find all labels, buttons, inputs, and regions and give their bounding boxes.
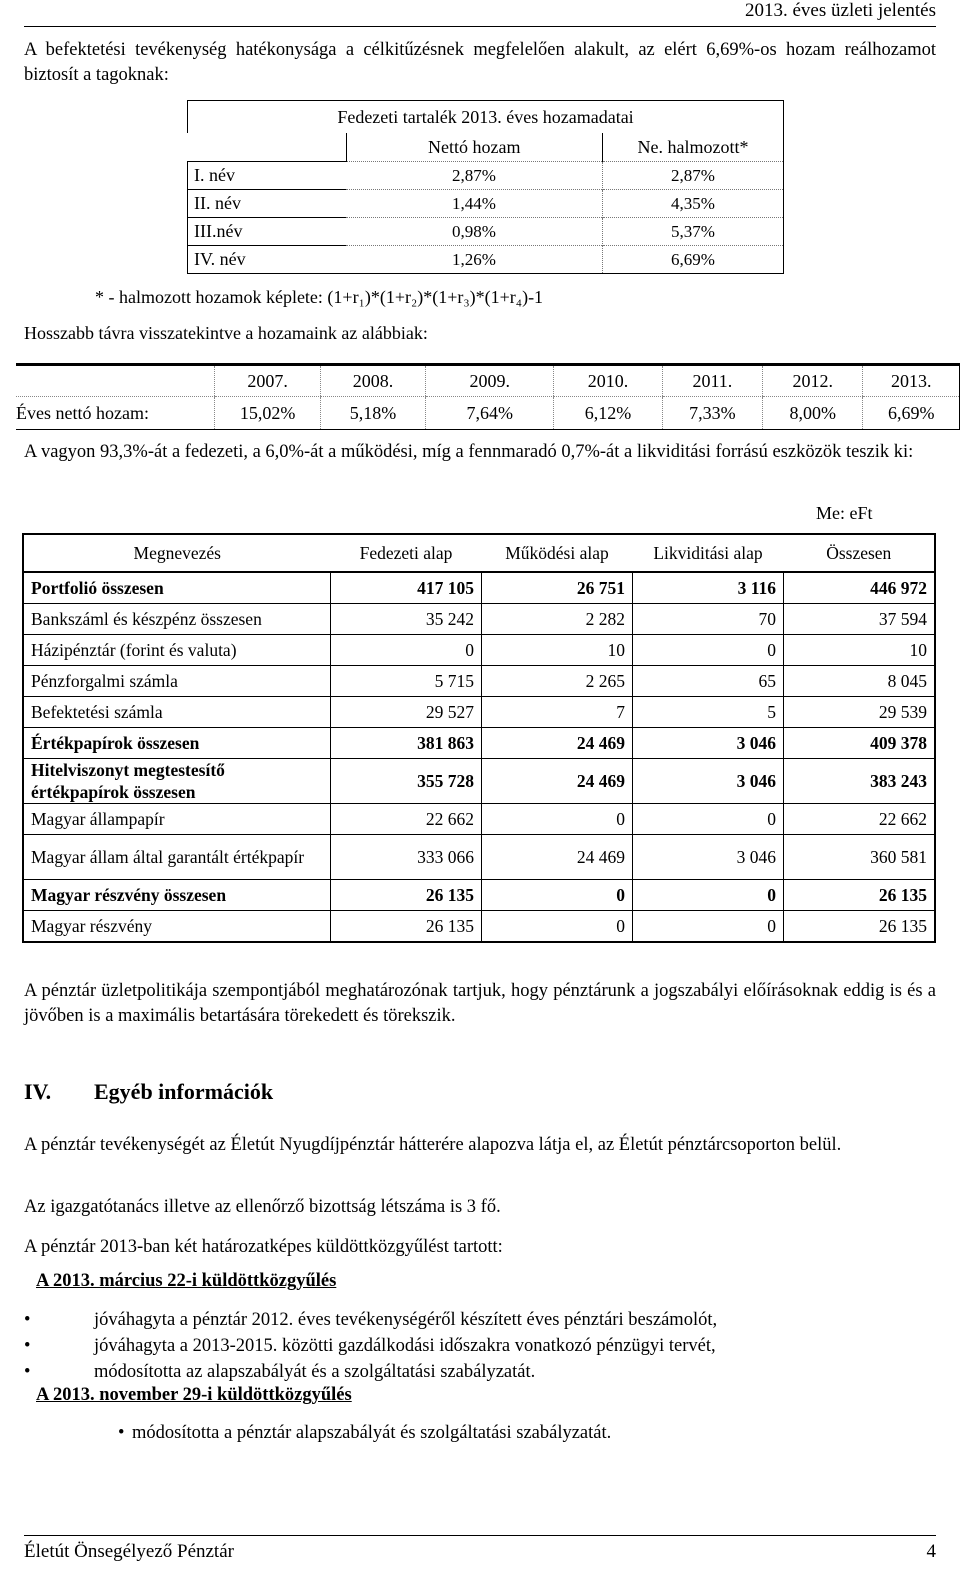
cell: 26 135 [784, 911, 936, 943]
row-name: Pénzforgalmi számla [23, 666, 331, 697]
page-number: 4 [926, 1541, 936, 1562]
cell: 0 [633, 804, 784, 835]
row-name: Magyar állam által garantált értékpapír [23, 835, 331, 880]
reserve-col-cum: Ne. halmozott* [603, 133, 784, 162]
cell: 0 [633, 911, 784, 943]
cell: 0 [633, 635, 784, 666]
cell: 26 751 [482, 572, 633, 604]
cell: 8 045 [784, 666, 936, 697]
assets-header: Megnevezés [23, 534, 331, 572]
reserve-row-cum: 5,37% [603, 218, 784, 246]
cell: 65 [633, 666, 784, 697]
bullet-icon: • [118, 1423, 125, 1443]
cell: 10 [482, 635, 633, 666]
list-item: módosította az alapszabályát és a szolgáltatási szabályzatát. [94, 1362, 536, 1382]
row-name: Magyar részvény összesen [23, 880, 331, 911]
bullet-icon: • [24, 1362, 31, 1382]
cell: 3 046 [633, 728, 784, 759]
table-row [23, 759, 935, 804]
list-item: jóváhagyta a 2013-2015. közötti gazdálkodási időszakra vonatkozó pénzügyi tervét, [94, 1336, 716, 1356]
reserve-row-net: 1,44% [346, 190, 603, 218]
table-row [23, 572, 935, 604]
list-item: jóváhagyta a pénztár 2012. éves tevékenységéről készített éves pénztári beszámolót, [94, 1310, 718, 1330]
row-name: Házipénztár (forint és valuta) [23, 635, 331, 666]
cell: 24 469 [482, 835, 633, 880]
table-row [23, 728, 935, 759]
section-title: Egyéb információk [94, 1079, 274, 1104]
cell: 24 469 [482, 759, 633, 804]
cell: 381 863 [331, 728, 482, 759]
cell: 29 527 [331, 697, 482, 728]
cell: 360 581 [784, 835, 936, 880]
cell: 37 594 [784, 604, 936, 635]
reserve-row [188, 190, 784, 218]
yearly-net-value: 15,02% [215, 397, 320, 430]
year-label: 2012. [763, 365, 863, 397]
cell: 2 265 [482, 666, 633, 697]
reserve-row-name: IV. név [188, 246, 347, 274]
reserve-row [188, 246, 784, 274]
cell: 446 972 [784, 572, 936, 604]
cell: 29 539 [784, 697, 936, 728]
intro-paragraph: A befektetési tevékenység hatékonysága a célkitűzésnek megfelelően alakult, az elért 6,69%-os hozam reálhozamot biztosít a tagoknak: [24, 40, 936, 85]
reserve-col-net: Nettó hozam [346, 133, 603, 162]
year-label: 2011. [662, 365, 762, 397]
cell: 3 046 [633, 759, 784, 804]
reserve-row-cum: 2,87% [603, 162, 784, 190]
cell: 26 135 [784, 880, 936, 911]
reserve-returns-table [187, 100, 784, 274]
table-row [23, 635, 935, 666]
reserve-row-net: 1,26% [346, 246, 603, 274]
year-label: 2007. [215, 365, 320, 397]
row-name: Bankszáml és készpénz összesen [23, 604, 331, 635]
section-number: IV. [24, 1079, 52, 1104]
assets-table [22, 533, 936, 943]
reserve-row-cum: 6,69% [603, 246, 784, 274]
assets-header: Fedezeti alap [331, 534, 482, 572]
reserve-row-name: III.név [188, 218, 347, 246]
reserve-row [188, 218, 784, 246]
cell: 22 662 [784, 804, 936, 835]
table-row [23, 911, 935, 943]
row-name: Magyar állampapír [23, 804, 331, 835]
cell: 26 135 [331, 911, 482, 943]
info-paragraph-1: A pénztár tevékenységét az Életút Nyugdíjpénztár hátterére alapozva látja el, az Életút pénztárcsoporton belül. [24, 1135, 842, 1155]
reserve-row [188, 162, 784, 190]
bullet-icon: • [24, 1310, 31, 1330]
yearly-net-value: 6,69% [863, 397, 960, 430]
policy-paragraph: A pénztár üzletpolitikája szempontjából meghatározónak tartjuk, hogy pénztárunk a jogszabályi előírásoknak eddig is és a jövőben is a maximális betartására törekedett és törekszik. [24, 981, 936, 1026]
row-name: Magyar részvény [23, 911, 331, 943]
reserve-row-name: II. név [188, 190, 347, 218]
row-name: Hitelviszonyt megtestesítő értékpapírok összesen [23, 759, 331, 804]
cell: 3 046 [633, 835, 784, 880]
bullet-icon: • [24, 1336, 31, 1356]
assets-header: Likviditási alap [633, 534, 784, 572]
year-label: 2008. [320, 365, 425, 397]
table-row [23, 880, 935, 911]
assets-header: Működési alap [482, 534, 633, 572]
long-term-intro: Hosszabb távra visszatekintve a hozamaink az alábbiak: [24, 323, 428, 343]
cell: 70 [633, 604, 784, 635]
cell: 0 [331, 635, 482, 666]
cell: 0 [482, 911, 633, 943]
cell: 5 715 [331, 666, 482, 697]
cell: 26 135 [331, 880, 482, 911]
cell: 2 282 [482, 604, 633, 635]
reserve-table-title: Fedezeti tartalék 2013. éves hozamadatai [188, 101, 784, 134]
cell: 409 378 [784, 728, 936, 759]
unit-label: Me: eFt [816, 503, 873, 523]
table-row [23, 666, 935, 697]
reserve-row-cum: 4,35% [603, 190, 784, 218]
cell: 0 [482, 804, 633, 835]
table-row [23, 604, 935, 635]
reserve-row-net: 2,87% [346, 162, 603, 190]
list-item: módosította a pénztár alapszabályát és szolgáltatási szabályzatát. [132, 1423, 612, 1443]
footer-rule [24, 1535, 936, 1536]
cell: 22 662 [331, 804, 482, 835]
assets-intro: A vagyon 93,3%-át a fedezeti, a 6,0%-át a működési, míg a fennmaradó 0,7%-át a likviditási forrású eszközök teszik ki: [24, 442, 914, 462]
formula-note: * - halmozott hozamok képlete: (1+r₁)*(1+r₂)*(1+r₃)*(1+r₄)-1 [95, 287, 544, 307]
year-label: 2009. [426, 365, 554, 397]
row-name: Befektetési számla [23, 697, 331, 728]
info-paragraph-2: Az igazgatótanács illetve az ellenőrző bizottság létszáma is 3 fő. [24, 1197, 501, 1217]
cell: 35 242 [331, 604, 482, 635]
yearly-net-value: 8,00% [763, 397, 863, 430]
reserve-row-net: 0,98% [346, 218, 603, 246]
cell: 417 105 [331, 572, 482, 604]
yearly-net-label: Éves nettó hozam: [16, 397, 215, 430]
reserve-row-name: I. név [188, 162, 347, 190]
meeting2-list [24, 1421, 924, 1451]
cell: 5 [633, 697, 784, 728]
row-name: Portfolió összesen [23, 572, 331, 604]
yearly-net-value: 7,33% [662, 397, 762, 430]
cell: 0 [633, 880, 784, 911]
info-paragraph-3: A pénztár 2013-ban két határozatképes küldöttközgyűlést tartott: [24, 1237, 503, 1257]
page-header-title: 2013. éves üzleti jelentés [745, 0, 936, 21]
table-row [23, 697, 935, 728]
yearly-returns-table [16, 363, 960, 430]
footer-org: Életút Önsegélyező Pénztár [24, 1541, 234, 1562]
cell: 333 066 [331, 835, 482, 880]
cell: 383 243 [784, 759, 936, 804]
yearly-net-value: 6,12% [554, 397, 662, 430]
cell: 355 728 [331, 759, 482, 804]
meeting1-title: A 2013. március 22-i küldöttközgyűlés [36, 1271, 337, 1291]
row-name: Értékpapírok összesen [23, 728, 331, 759]
table-row [23, 804, 935, 835]
cell: 3 116 [633, 572, 784, 604]
cell: 7 [482, 697, 633, 728]
table-row [23, 835, 935, 880]
cell: 0 [482, 880, 633, 911]
cell: 10 [784, 635, 936, 666]
yearly-net-value: 7,64% [426, 397, 554, 430]
meeting2-title: A 2013. november 29-i küldöttközgyűlés [36, 1385, 352, 1405]
yearly-net-value: 5,18% [320, 397, 425, 430]
header-rule [24, 26, 936, 27]
meeting1-list [24, 1308, 924, 1388]
year-label: 2010. [554, 365, 662, 397]
cell: 24 469 [482, 728, 633, 759]
assets-header: Összesen [784, 534, 936, 572]
year-label: 2013. [863, 365, 960, 397]
